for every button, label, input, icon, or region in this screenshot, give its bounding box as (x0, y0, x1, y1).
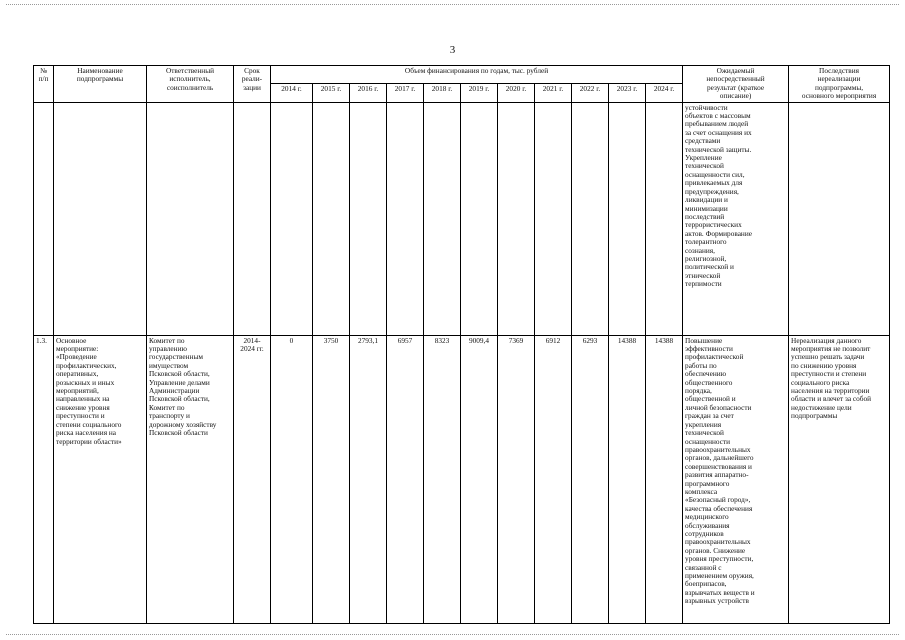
table-cell (572, 102, 609, 335)
header-year: 2023 г. (609, 84, 646, 102)
funding-2015: 3750 (313, 335, 350, 623)
header-year: 2016 г. (350, 84, 387, 102)
table-cell (313, 102, 350, 335)
table-cell (147, 102, 234, 335)
header-year: 2024 г. (646, 84, 683, 102)
table-cell (350, 102, 387, 335)
table-cell (498, 102, 535, 335)
funding-2021: 6912 (535, 335, 572, 623)
funding-2017: 6957 (387, 335, 424, 623)
table-cell (461, 102, 498, 335)
header-name: Наименование подпрограммы (54, 66, 147, 103)
header-consequences: Последствия нереализации подпрограммы, основного мероприятия (789, 66, 890, 103)
table-cell (387, 102, 424, 335)
funding-2014: 0 (271, 335, 313, 623)
table-cell (646, 102, 683, 335)
measure-name: Основное мероприятие: «Проведение профилактических, оперативных, розыскных и иных мероприятий, направленных на снижение уровня преступности и степени социального риска населения на территории области» (54, 335, 147, 623)
header-year: 2015 г. (313, 84, 350, 102)
header-term: Срок реали- зации (234, 66, 271, 103)
funding-2023: 14388 (609, 335, 646, 623)
header-year: 2014 г. (271, 84, 313, 102)
header-year: 2019 г. (461, 84, 498, 102)
consequences: Нереализация данного мероприятия не позволит успешно решать задачи по снижению уровня преступности и степени социального риска населения на территории области и влечет за собой недостижение цели подпрограммы (789, 335, 890, 623)
table-cell (535, 102, 572, 335)
scan-edge-top (6, 4, 899, 5)
funding-2016: 2793,1 (350, 335, 387, 623)
table-cell (34, 102, 54, 335)
funding-2019: 9009,4 (461, 335, 498, 623)
expected-result: Повышение эффективности профилактической работы по обеспечению общественного порядка, общественной и личной безопасности граждан за счет укрепления технической оснащенности правоохранительных органов, дальнейшего совершенствования и развития аппаратно- программного комплекса «Безопасный город», качества обеспечения медицинского обслуживания сотрудников правоохранительных органов. Снижение уровня преступности, связанной с применением оружия, боеприпасов, взрывчатых веществ и взрывных устройств (683, 335, 789, 623)
header-year: 2021 г. (535, 84, 572, 102)
table-cell (271, 102, 313, 335)
implementation-term: 2014- 2024 гг. (234, 335, 271, 623)
header-year: 2017 г. (387, 84, 424, 102)
table-row-1-3 (34, 335, 890, 623)
header-year: 2018 г. (424, 84, 461, 102)
table-row-continued (34, 102, 890, 335)
page-number: 3 (449, 44, 456, 56)
table-cell (609, 102, 646, 335)
header-number: № п/п (34, 66, 54, 103)
funding-2022: 6293 (572, 335, 609, 623)
table-cell (424, 102, 461, 335)
table-cell (789, 102, 890, 335)
header-result: Ожидаемый непосредственный результат (краткое описание) (683, 66, 789, 103)
funding-2018: 8323 (424, 335, 461, 623)
program-table (33, 65, 890, 624)
header-row (34, 66, 890, 84)
header-responsible: Ответственный исполнитель, соисполнитель (147, 66, 234, 103)
funding-2020: 7369 (498, 335, 535, 623)
result-cell-continued: устойчивости объектов с массовым пребыванием людей за счет оснащения их средствами технической защиты. Укрепление технической оснащенности сил, привлекаемых для предупреждения, ликвидации и минимизации последствий террористических актов. Формирование толерантного сознания, религиозной, политической и этнической терпимости (683, 102, 789, 335)
responsible-executor: Комитет по управлению государственным имуществом Псковской области, Управление делами Администрации Псковской области, Комитет по транспорту и дорожному хозяйству Псковской области (147, 335, 234, 623)
funding-2024: 14388 (646, 335, 683, 623)
header-year: 2020 г. (498, 84, 535, 102)
scan-edge-bottom (6, 634, 899, 635)
header-year: 2022 г. (572, 84, 609, 102)
row-number: 1.3. (34, 335, 54, 623)
table-cell (54, 102, 147, 335)
header-funding: Объем финансирования по годам, тыс. рублей (271, 66, 683, 84)
table-cell (234, 102, 271, 335)
